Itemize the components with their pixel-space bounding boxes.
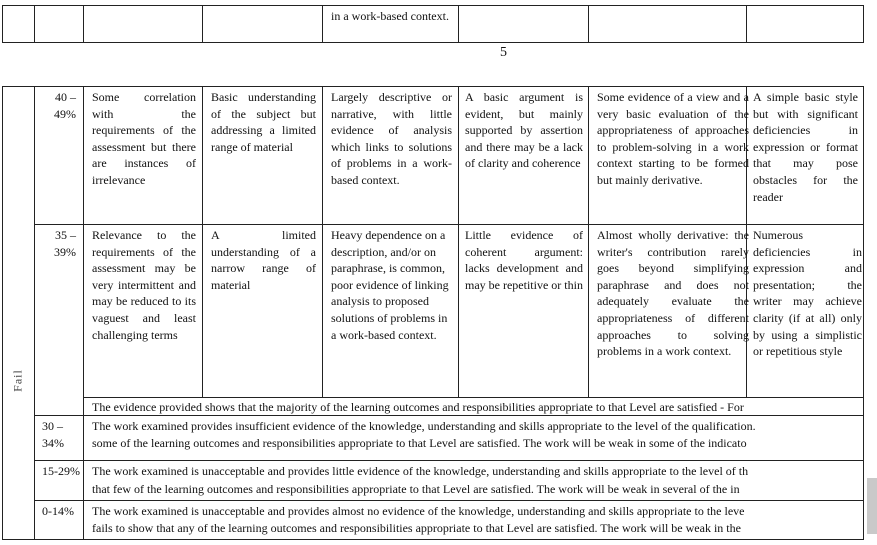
grade-0-14: 0-14% xyxy=(42,504,74,518)
band-40-49-analysis: Largely descriptive or narrative, with little evidence of analysis which links to solutions of problems in a work-based context. xyxy=(331,90,452,187)
band-35-39-argument: Little evidence of coherent argument: lacks development and may be repetitive or thin xyxy=(465,228,583,292)
band-40-49-correlation: Some correlation with the requirements of the assessment but there are instances of irrelevance xyxy=(92,90,196,187)
band-15-29-line-1: The work examined is unacceptable and provides little evidence of the knowledge, understanding and skills appropriate to the level of th xyxy=(92,464,749,478)
band-0-14-line-2: fails to show that any of the learning outcomes and responsibilities appropriate to that Level are satisfied. The work will be weak in the xyxy=(92,521,741,535)
band-40-49-argument: A basic argument is evident, but mainly supported by assertion and there may be a lack of clarity and coherence xyxy=(465,90,583,171)
band-35-39-analysis: Heavy dependence on a description, and/or on paraphrase, is common, poor evidence of linking analysis to proposed solutions of problems in a work-based context. xyxy=(331,228,449,342)
band-35-39-summary: The evidence provided shows that the majority of the learning outcomes and responsibilities appropriate to that Level are satisfied - For xyxy=(92,400,744,414)
band-30-34-line-2: some of the learning outcomes and responsibilities appropriate to that Level are satisfied. The work will be weak in some of the indicato xyxy=(92,436,747,450)
band-35-39-style: Numerous deficiencies in expression and presentation; the writer may achieve clarity (if at all) only by using a simplistic or repetitious style xyxy=(753,228,862,359)
band-15-29-line-2: that few of the learning outcomes and responsibilities appropriate to that Level are satisfied. The work will be weak in several of the in xyxy=(92,482,740,496)
band-35-39-correlation: Relevance to the requirements of the assessment may be very intermittent and may be reduced to its vaguest and least challenging terms xyxy=(92,228,196,342)
band-0-14-line-1: The work examined is unacceptable and provides almost no evidence of the knowledge, understanding and skills appropriate to the leve xyxy=(92,504,745,518)
grade-35-39: 35 – 39% xyxy=(54,228,76,259)
band-35-39-evaluation: Almost wholly derivative: the writer's contribution rarely goes beyond simplifying paraphrase and does not adequately evaluate the appropriateness of different approaches to solving problems in a work context. xyxy=(597,228,749,359)
band-35-39-understanding: A limited understanding of a narrow range of material xyxy=(211,228,316,292)
grade-30-34: 30 – 34% xyxy=(42,419,64,450)
band-30-34-line-1: The work examined provides insufficient evidence of the knowledge, understanding and skills appropriate to the level of the qualification. xyxy=(92,419,756,433)
band-40-49-style: A simple basic style but with significant deficiencies in expression or format that may pose obstacles for the reader xyxy=(753,90,858,204)
band-40-49-understanding: Basic understanding of the subject but addressing a limited range of material xyxy=(211,90,316,154)
top-analysis-cell: in a work-based context. xyxy=(331,9,449,23)
grade-40-49: 40 – 49% xyxy=(54,90,76,121)
band-40-49-evaluation: Some evidence of a view and a very basic evaluation of the appropriateness of approaches to problem-solving in a work context starting to be formed but mainly derivative. xyxy=(597,90,749,187)
vertical-scrollbar-thumb[interactable] xyxy=(867,478,877,534)
page-number: 5 xyxy=(500,45,507,60)
grade-15-29: 15-29% xyxy=(42,464,80,478)
fail-label: Fail xyxy=(10,369,25,392)
